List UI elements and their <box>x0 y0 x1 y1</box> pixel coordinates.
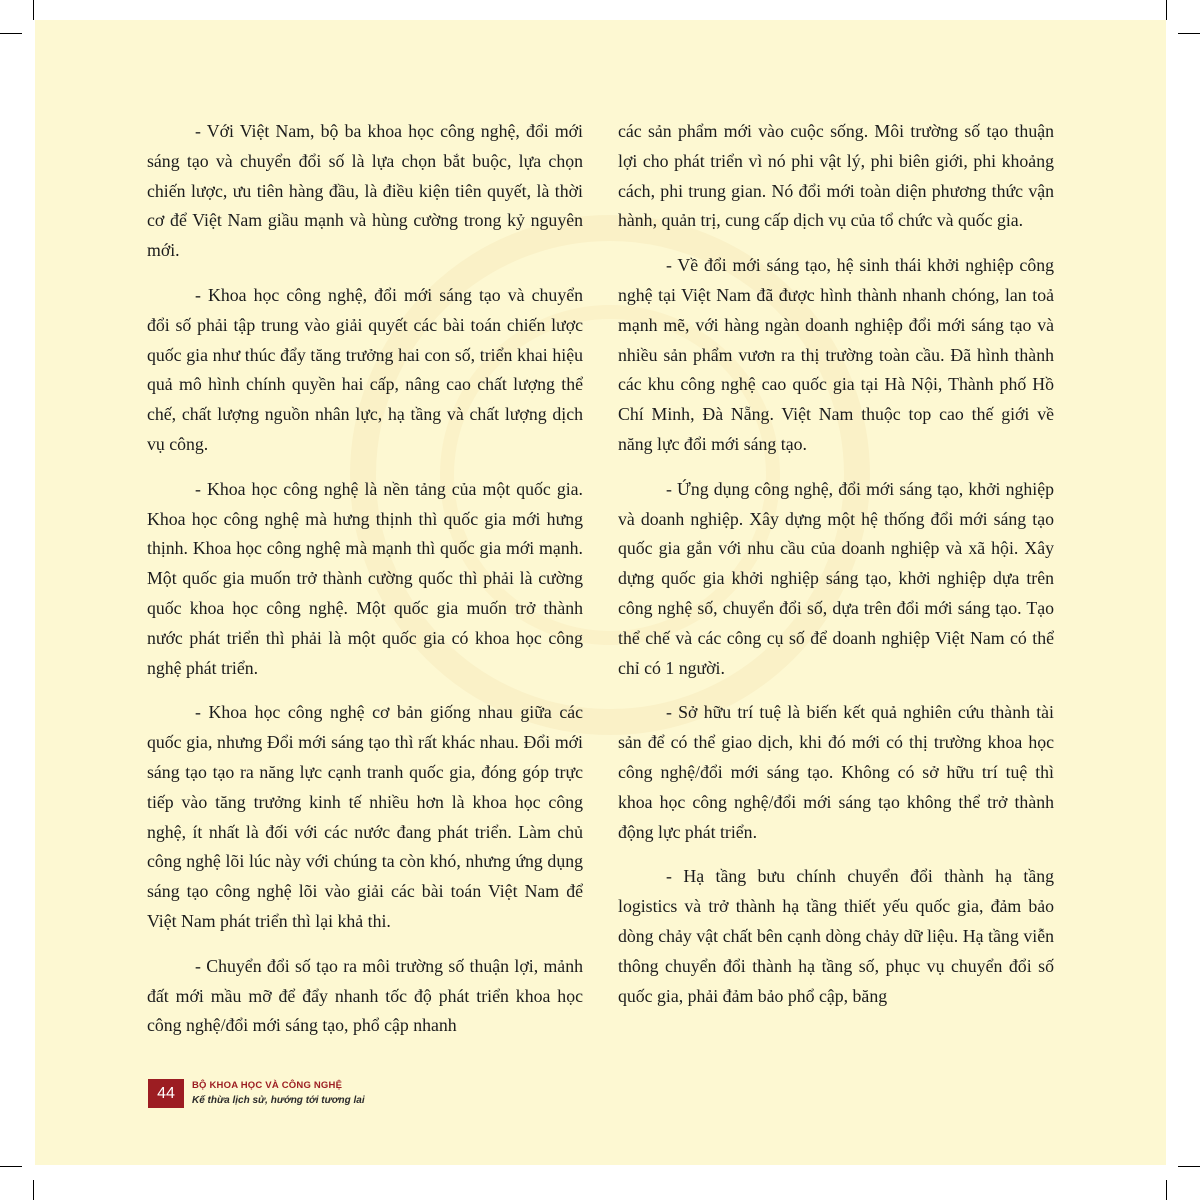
left-column <box>147 117 583 1056</box>
paragraph: - Về đổi mới sáng tạo, hệ sinh thái khởi nghiệp công nghệ tại Việt Nam đã được hình thành nhanh chóng, lan toả mạnh mẽ, với hàng ngàn doanh nghiệp đổi mới sáng tạo và nhiều sản phẩm vươn ra thị trường toàn cầu. Đã hình thành các khu công nghệ cao quốc gia tại Hà Nội, Thành phố Hồ Chí Minh, Đà Nẵng. Việt Nam thuộc top cao thế giới về năng lực đổi mới sáng tạo. <box>618 255 1054 454</box>
paragraph-continuation: các sản phẩm mới vào cuộc sống. Môi trường số tạo thuận lợi cho phát triển vì nó phi vật lý, phi biên giới, phi khoảng cách, phi trung gian. Nó đổi mới toàn diện phương thức vận hành, quản trị, cung cấp dịch vụ của tổ chức và quốc gia. <box>618 121 1054 231</box>
paragraph: - Hạ tầng bưu chính chuyển đổi thành hạ tầng logistics và trở thành hạ tầng thiết yếu quốc gia, đảm bảo dòng chảy vật chất bên cạnh dòng chảy dữ liệu. Hạ tầng viễn thông chuyển đổi thành hạ tầng số, phục vụ chuyển đổi số quốc gia, phải đảm bảo phổ cập, băng <box>618 866 1054 1006</box>
crop-mark <box>33 0 34 20</box>
crop-mark <box>33 1180 34 1200</box>
paragraph: - Với Việt Nam, bộ ba khoa học công nghệ, đổi mới sáng tạo và chuyển đổi số là lựa chọn bắt buộc, lựa chọn chiến lược, ưu tiên hàng đầu, là điều kiện tiên quyết, là thời cơ để Việt Nam giầu mạnh và hùng cường trong kỷ nguyên mới. <box>147 121 583 261</box>
paragraph: - Sở hữu trí tuệ là biến kết quả nghiên cứu thành tài sản để có thể giao dịch, khi đó mới có thị trường khoa học công nghệ/đổi mới sáng tạo. Không có sở hữu trí tuệ thì khoa học công nghệ/đổi mới sáng tạo không thể trở thành động lực phát triển. <box>618 702 1054 842</box>
paragraph: - Khoa học công nghệ là nền tảng của một quốc gia. Khoa học công nghệ mà hưng thịnh thì quốc gia mới hưng thịnh. Khoa học công nghệ mà mạnh thì quốc gia mới mạnh. Một quốc gia muốn trở thành cường quốc thì phải là cường quốc khoa học công nghệ. Một quốc gia muốn trở thành nước phát triển thì phải là một quốc gia có khoa học công nghệ phát triển. <box>147 478 583 678</box>
footer-title: BỘ KHOA HỌC VÀ CÔNG NGHỆ <box>192 1080 343 1091</box>
paragraph: - Khoa học công nghệ cơ bản giống nhau giữa các quốc gia, nhưng Đổi mới sáng tạo thì rất khác nhau. Đổi mới sáng tạo tạo ra năng lực cạnh tranh quốc gia, đóng góp trực tiếp vào tăng trưởng kinh tế nhiều hơn là khoa học công nghệ, ít nhất là đối với các nước đang phát triển. Làm chủ công nghệ lõi lúc này với chúng ta còn khó, nhưng ứng dụng sáng tạo công nghệ lõi vào giải các bài toán Việt Nam để Việt Nam phát triển thì lại khả thi. <box>147 702 583 931</box>
paragraph: - Ứng dụng công nghệ, đổi mới sáng tạo, khởi nghiệp và doanh nghiệp. Xây dựng một hệ thống đổi mới sáng tạo quốc gia gắn với nhu cầu của doanh nghiệp và xã hội. Xây dựng quốc gia khởi nghiệp sáng tạo, khởi nghiệp dựa trên công nghệ số, chuyển đổi số, dựa trên đổi mới sáng tạo. Tạo thể chế và các công cụ số để doanh nghiệp Việt Nam có thể chỉ có 1 người. <box>618 478 1054 678</box>
page-number: 44 <box>148 1079 184 1108</box>
crop-mark <box>0 33 22 34</box>
crop-mark <box>1166 1180 1167 1200</box>
right-column <box>618 117 1054 1026</box>
crop-mark <box>1178 1166 1200 1167</box>
crop-mark <box>1178 33 1200 34</box>
crop-mark <box>0 1166 22 1167</box>
paragraph: - Chuyển đổi số tạo ra môi trường số thuận lợi, mảnh đất mới mầu mỡ để đẩy nhanh tốc độ phát triển khoa học công nghệ/đổi mới sáng tạo, phổ cập nhanh <box>147 955 583 1036</box>
paragraph: - Khoa học công nghệ, đổi mới sáng tạo và chuyển đổi số phải tập trung vào giải quyết các bài toán chiến lược quốc gia như thúc đẩy tăng trưởng hai con số, triển khai hiệu quả mô hình chính quyền hai cấp, nâng cao chất lượng thể chế, chất lượng nguồn nhân lực, hạ tầng và chất lượng dịch vụ công. <box>147 284 583 454</box>
footer-subtitle: Kế thừa lịch sử, hướng tới tương lai <box>192 1095 365 1106</box>
crop-mark <box>1166 0 1167 20</box>
